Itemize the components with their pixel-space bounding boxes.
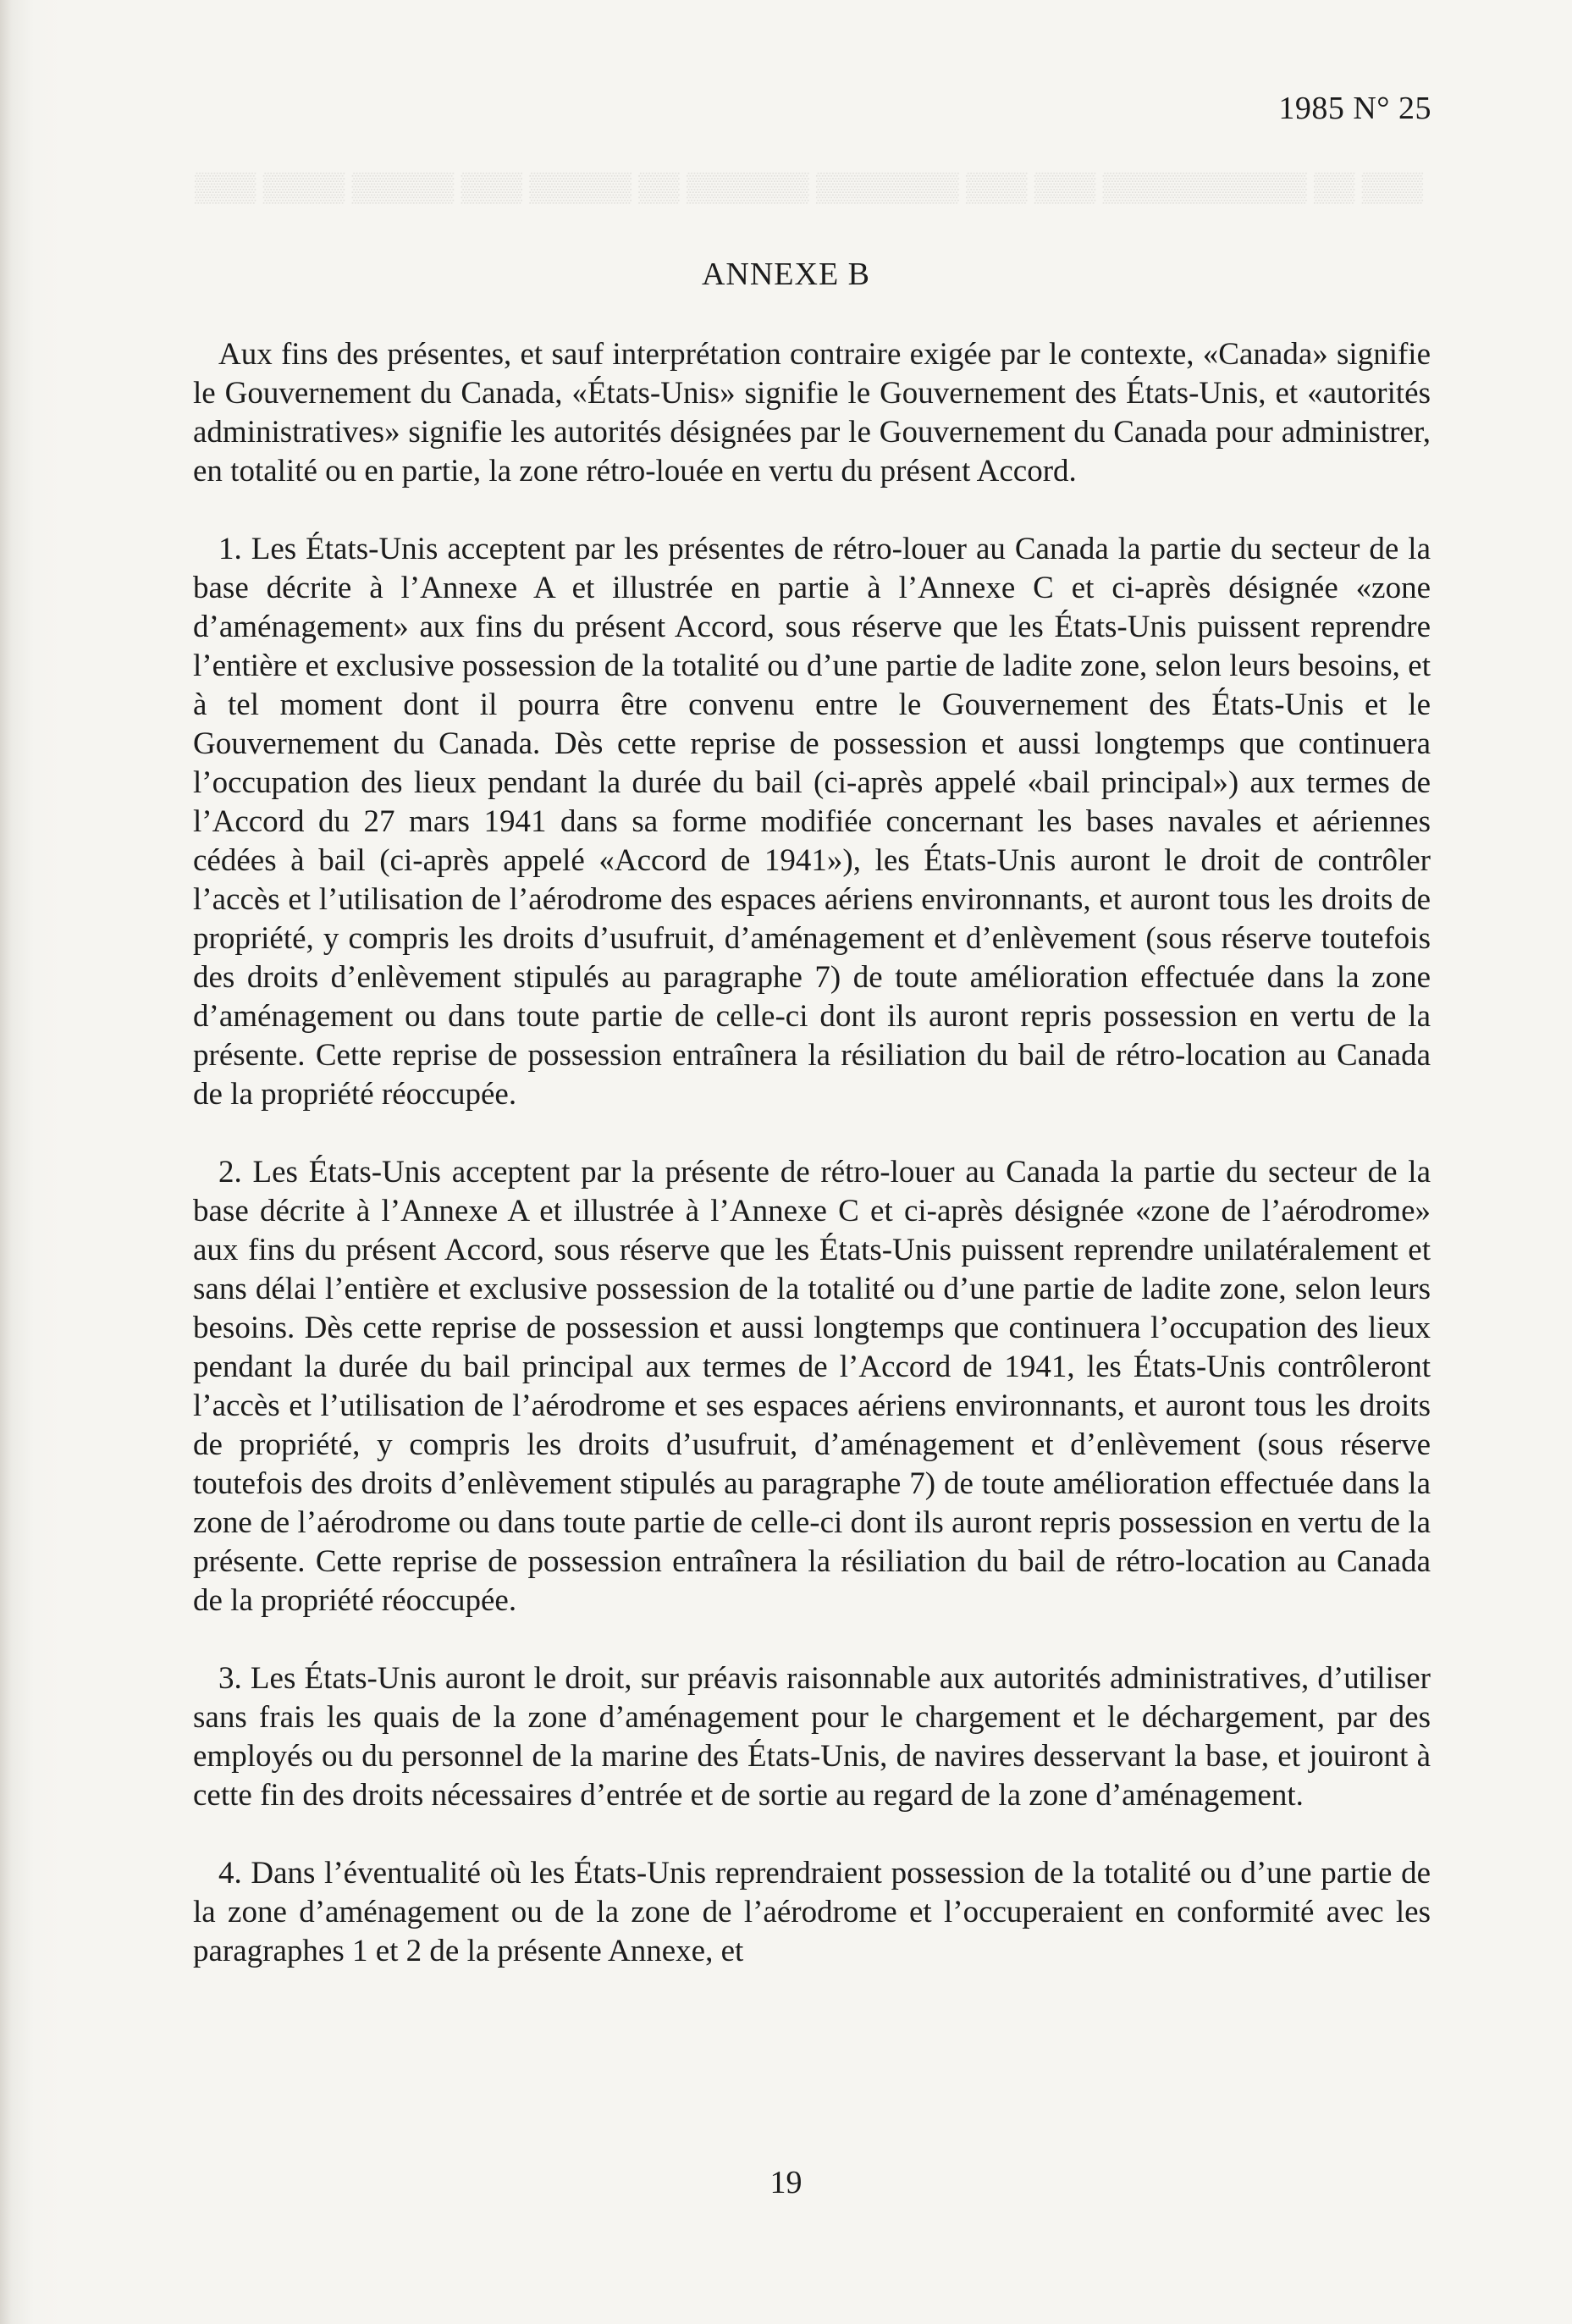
annex-body	[193, 335, 1431, 1971]
paragraph-text: Les États-Unis auront le droit, sur préavis raisonnable aux autorités administratives, d’utiliser sans frais les quais de la zone d’aménagement pour le chargement et le déchargement, par des employés ou du personnel de la marine des États-Unis, de navires desservant la base, et jouiront à cette fin des droits nécessaires d’entrée et de sortie au regard de la zone d’aménagement.	[193, 1661, 1431, 1813]
paragraph-1	[193, 530, 1431, 1114]
paragraph-4	[193, 1854, 1431, 1971]
page-number: 19	[769, 2165, 803, 2200]
paragraph-text: Les États-Unis acceptent par la présente de rétro-louer au Canada la partie du secteur de la base décrite à l’Annexe A et illustrée à l’Annexe C et ci-après désignée «zone de l’aérodrome» aux fins du présent Accord, sous réserve que les États-Unis puissent reprendre unilatéralement et sans délai l’entière et exclusive possession de la totalité ou d’une partie de ladite zone, selon leurs besoins. Dès cette reprise de possession et aussi longtemps que continuera l’occupation des lieux pendant la durée du bail principal aux termes de l’Accord de 1941, les États-Unis contrôleront l’accès et l’utilisation de l’aérodrome et ses espaces aériens environnants, et auront tous les droits de propriété, y compris les droits d’usufruit, d’aménagement et d’enlèvement (sous réserve toutefois des droits d’enlèvement stipulés au paragraphe 7) de toute amélioration effectuée dans la zone de l’aérodrome ou dans toute partie de celle-ci dont ils auront repris possession en vertu de la présente. Cette reprise de possession entraînera la résiliation du bail de rétro-location au Canada de la propriété réoccupée.	[193, 1155, 1431, 1618]
paragraph-2	[193, 1153, 1431, 1620]
paragraph-text: Les États-Unis acceptent par les présentes de rétro-louer au Canada la partie du secteur de la base décrite à l’Annexe A et illustrée en partie à l’Annexe C et ci-après désignée «zone d’aménagement» aux fins du présent Accord, sous réserve que les États-Unis puissent reprendre l’entière et exclusive possession de la totalité ou d’une partie de ladite zone, selon leurs besoins, et à tel moment dont il pourra être convenu entre le Gouvernement des États-Unis et le Gouvernement du Canada. Dès cette reprise de possession et aussi longtemps que continuera l’occupation des lieux pendant la durée du bail (ci-après appelé «bail principal») aux termes de l’Accord du 27 mars 1941 dans sa forme modifiée concernant les bases navales et aériennes cédées à bail (ci-après appelé «Accord de 1941»), les États-Unis auront le droit de contrôler l’accès et l’utilisation de l’aérodrome des espaces aériens environnants, et auront tous les droits de propriété, y compris les droits d’usufruit, d’aménagement et d’enlèvement (sous réserve toutefois des droits d’enlèvement stipulés au paragraphe 7) de toute amélioration effectuée dans la zone d’aménagement ou dans toute partie de celle-ci dont ils auront repris possession en vertu de la présente. Cette reprise de possession entraînera la résiliation du bail de rétro-location au Canada de la propriété réoccupée.	[193, 532, 1431, 1112]
show-through-glyphs: ▒▒▒ ▒▒▒▒ ▒▒▒▒▒ ▒▒▒ ▒▒▒▒▒ ▒▒ ▒▒▒▒▒▒ ▒▒▒▒▒▒▒ ▒▒▒ ▒▒▒ ▒▒▒▒▒▒▒▒▒▒ ▒▒ ▒▒▒	[195, 172, 1423, 203]
paragraph-number: 3.	[218, 1661, 242, 1696]
preamble-paragraph	[193, 335, 1431, 491]
annex-title: ANNEXE B	[701, 257, 871, 292]
running-head: 1985 N° 25	[1278, 91, 1431, 126]
paragraph-number: 1.	[218, 532, 242, 566]
paragraph-text: Aux fins des présentes, et sauf interprétation contraire exigée par le contexte, «Canada» signifie le Gouvernement du Canada, «États-Unis» signifie le Gouvernement des États-Unis, et «autorités administratives» signifie les autorités désignées par le Gouvernement du Canada pour administrer, en totalité ou en partie, la zone rétro-louée en vertu du présent Accord.	[193, 337, 1431, 489]
paragraph-number: 2.	[218, 1155, 242, 1190]
paragraph-text: Dans l’éventualité où les États-Unis reprendraient possession de la totalité ou d’une partie de la zone d’aménagement ou de la zone de l’aérodrome et l’occuperaient en conformité avec les paragraphes 1 et 2 de la présente Annexe, et	[193, 1856, 1431, 1968]
paragraph-3	[193, 1659, 1431, 1815]
paragraph-number: 4.	[218, 1856, 242, 1891]
